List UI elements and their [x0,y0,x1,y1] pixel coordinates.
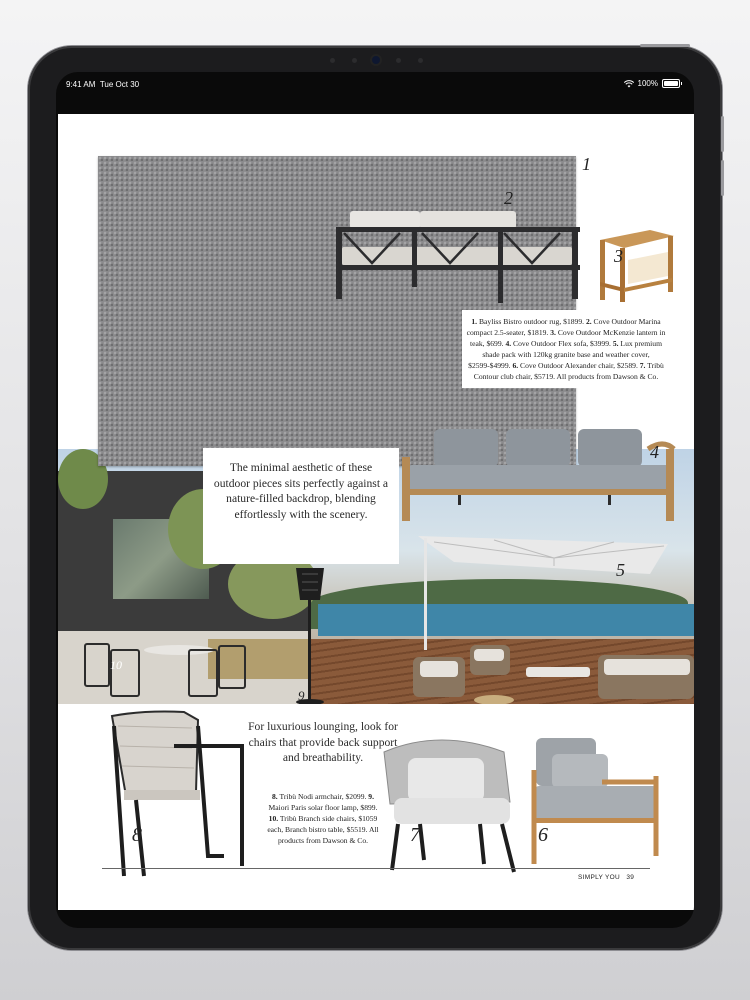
caption-number: 10. [268,814,279,823]
branch-side-chair [110,649,140,697]
sensor-dot [418,58,423,63]
caption-number: 5. [612,339,619,348]
caption-item: Cove Outdoor Alexander chair, $2589. [518,361,640,370]
page-footer [578,874,634,881]
pull-quote-top: The minimal aesthetic of these outdoor pieces sits perfectly against a nature-filled backdrop, blending effortlessly with the scenery. [213,461,389,521]
item-number-7: 7 [410,824,420,846]
item-number-3: 3 [614,246,623,266]
magazine-page[interactable] [58,114,694,910]
item-number-4: 4 [650,442,659,462]
caption-item: Tribù Nodi armchair, $2099. [277,792,369,801]
solar-floor-lamp-image [290,562,330,708]
item-number-8: 8 [132,824,142,846]
item-number-10: 10 [110,658,122,672]
volume-down-button [721,160,724,196]
branch-side-chair [188,649,218,697]
wifi-icon [624,80,634,88]
deck-sofa-cushion [604,659,690,675]
teak-lantern-image [594,226,676,302]
caption-number: 3. [550,328,556,337]
sensor-dot [396,58,401,63]
page-number: 39 [626,874,635,881]
status-time [66,80,139,89]
power-button [640,44,690,47]
marina-sofa-image [332,207,582,307]
caption-item: All products from Dawson & Co. [555,372,659,381]
caption-number: 7. [639,361,646,370]
caption-item: Cove Outdoor Marina compact 2.5-seater, $1819. [466,317,661,337]
product-caption-top [462,310,670,388]
battery-percent: 100% [637,79,658,88]
sensor-dot [352,58,357,63]
magazine-name: SIMPLY YOU [578,874,621,881]
front-camera [372,56,380,64]
footer-rule [102,868,650,869]
shade-umbrella-image [414,532,672,652]
caption-number: 2. [585,317,592,326]
status-time-text: 9:41 AM [66,80,96,89]
caption-number: 9. [368,792,374,801]
item-number-9: 9 [298,688,305,703]
alexander-chair-image [526,736,666,868]
screen [56,72,694,928]
battery-icon [662,79,680,88]
status-date-text: Tue Oct 30 [99,80,140,89]
flex-sofa-image [398,419,678,524]
branch-side-chair [84,643,110,687]
caption-item: Maiori Paris solar floor lamp, $899. [268,803,378,812]
caption-item: Bayliss Bistro outdoor rug, $1899. [477,317,586,326]
volume-up-button [721,116,724,152]
quote-box [203,448,399,564]
sensor-dot [330,58,335,63]
caption-number: 4. [505,339,512,348]
item-number-2: 2 [504,188,513,208]
status-bar [56,72,694,96]
coffee-table [526,667,590,677]
caption-number: 1. [471,317,478,326]
caption-number: 6. [512,361,519,370]
status-indicators [624,79,680,88]
caption-item: Cove Outdoor McKenzie lantern in teak, $699. [470,328,666,348]
branch-side-chair [218,645,246,689]
product-caption-bottom [264,791,382,846]
caption-number: 8. [271,792,278,801]
caption-item: Tribù Branch side chairs, $1059 each, Branch bistro table, $5519. All products from Dawson & Co. [267,814,379,845]
pull-quote-bottom: For luxurious lounging, look for chairs that provide back support and breathability. [248,720,398,764]
item-number-1: 1 [582,154,591,174]
item-number-5: 5 [616,560,625,580]
caption-item: Tribù Contour club chair, $5719. [473,361,664,381]
item-number-6: 6 [538,824,548,846]
caption-item: Lux premium shade pack with 120kg granite base and weather cover, $2599-$4999. [468,339,662,370]
deck-chair-cushion [420,661,458,677]
nodi-armchair-image [104,706,254,878]
contour-club-chair-image [380,732,520,874]
caption-item: Cove Outdoor Flex sofa, $3999. [511,339,613,348]
